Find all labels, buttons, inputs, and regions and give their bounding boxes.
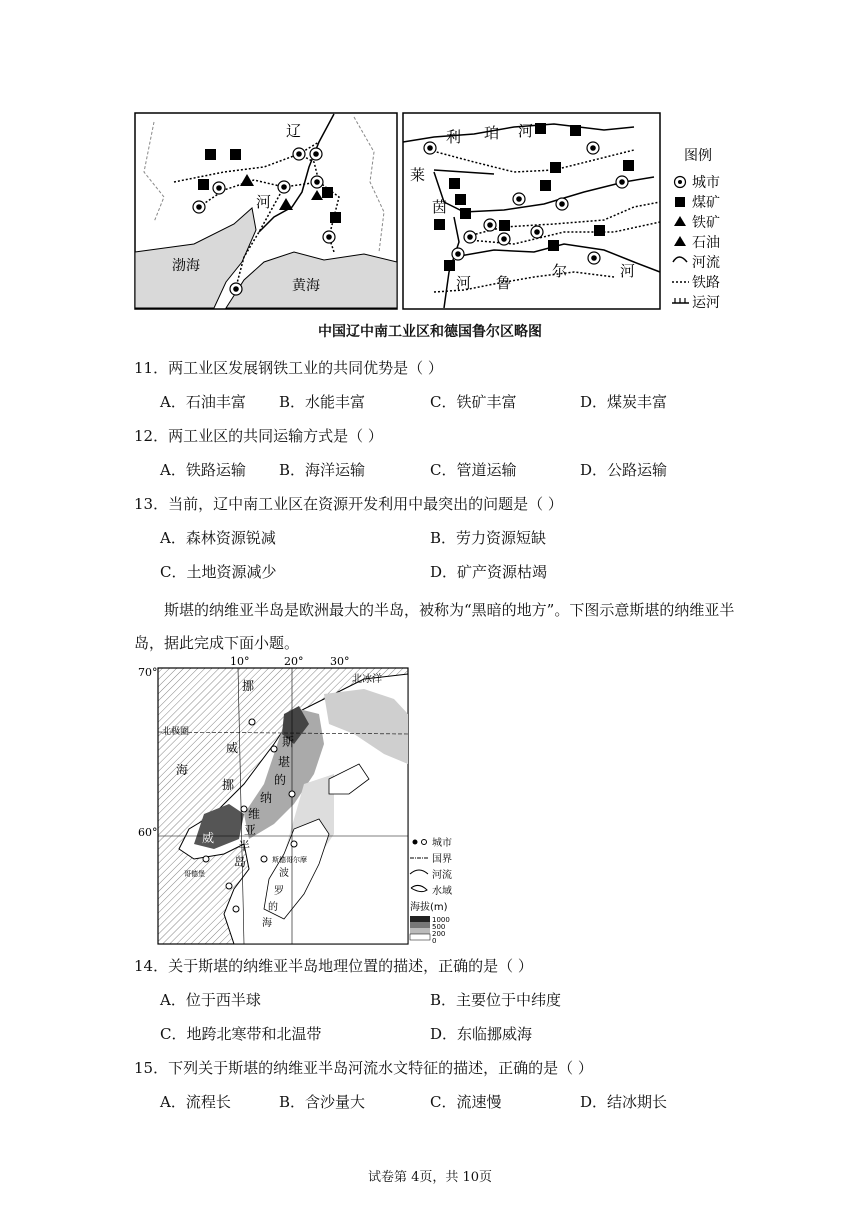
- svg-text:10°: 10°: [230, 655, 250, 668]
- svg-text:500: 500: [432, 923, 446, 931]
- page-footer: 试卷第 4页，共 10页: [367, 1170, 493, 1185]
- q15-option-a: A．流程长: [160, 1093, 231, 1111]
- svg-text:挪: 挪: [222, 778, 235, 792]
- svg-text:维: 维: [248, 807, 261, 821]
- svg-text:挪: 挪: [242, 679, 255, 693]
- q15-option-c: C．流速慢: [430, 1093, 502, 1111]
- svg-text:威: 威: [226, 741, 239, 755]
- q14-option-c: C．地跨北寒带和北温带: [160, 1025, 322, 1043]
- q12-option-a: A．铁路运输: [160, 461, 246, 479]
- svg-text:60°: 60°: [138, 826, 158, 839]
- svg-text:30°: 30°: [330, 655, 350, 668]
- svg-text:城市: 城市: [692, 175, 720, 191]
- q12-option-d: D．公路运输: [580, 461, 668, 479]
- svg-text:水域: 水域: [432, 886, 452, 897]
- q14-option-b: B．主要位于中纬度: [430, 991, 562, 1009]
- svg-text:70°: 70°: [138, 666, 158, 679]
- svg-text:莱: 莱: [410, 166, 426, 184]
- svg-text:北极圈: 北极圈: [162, 727, 190, 737]
- figure1-caption: 中国辽中南工业区和德国鲁尔区略图: [318, 324, 542, 340]
- svg-text:哥德堡: 哥德堡: [184, 870, 205, 878]
- svg-text:煤矿: 煤矿: [692, 195, 720, 211]
- svg-text:国界: 国界: [432, 854, 452, 865]
- svg-text:1000: 1000: [432, 916, 450, 924]
- svg-text:尔: 尔: [552, 262, 568, 280]
- figure-industrial-maps: [134, 112, 734, 312]
- svg-text:河: 河: [456, 274, 472, 292]
- svg-text:珀: 珀: [484, 124, 500, 142]
- svg-text:海: 海: [176, 763, 189, 777]
- question-14: 14．关于斯堪的纳维亚半岛地理位置的描述，正确的是（ ）: [134, 957, 533, 975]
- svg-text:城市: 城市: [432, 838, 452, 849]
- svg-text:茵: 茵: [432, 198, 448, 216]
- svg-text:海拔(m): 海拔(m): [410, 902, 448, 913]
- svg-text:威: 威: [202, 831, 215, 845]
- svg-text:波: 波: [279, 868, 289, 879]
- q11-option-d: D．煤炭丰富: [580, 393, 668, 411]
- svg-text:斯: 斯: [282, 735, 295, 749]
- svg-text:鲁: 鲁: [496, 274, 512, 292]
- q15-option-b: B．含沙量大: [279, 1093, 366, 1111]
- svg-text:渤海: 渤海: [172, 258, 200, 274]
- svg-text:斯德哥尔摩: 斯德哥尔摩: [272, 856, 307, 864]
- svg-text:河: 河: [256, 193, 272, 211]
- q14-option-d: D．东临挪威海: [430, 1025, 533, 1043]
- svg-text:铁矿: 铁矿: [692, 215, 720, 231]
- q11-option-c: C．铁矿丰富: [430, 393, 517, 411]
- svg-text:石油: 石油: [692, 235, 720, 251]
- q13-option-a: A．森林资源锐减: [160, 529, 276, 547]
- intro-paragraph: 斯堪的纳维亚半岛是欧洲最大的半岛，被称为“黑暗的地方”。下图示意斯堪的纳维亚半岛，据此完成下面小题。: [134, 601, 735, 652]
- svg-text:河流: 河流: [692, 255, 720, 271]
- industrial-maps-svg: [134, 112, 734, 312]
- question-11: 11．两工业区发展钢铁工业的共同优势是（ ）: [134, 359, 443, 377]
- q13-option-d: D．矿产资源枯竭: [430, 563, 548, 581]
- svg-text:运河: 运河: [692, 295, 720, 311]
- svg-text:200: 200: [432, 930, 446, 938]
- svg-text:北冰洋: 北冰洋: [352, 674, 382, 685]
- question-13: 13．当前，辽中南工业区在资源开发利用中最突出的问题是（ ）: [134, 495, 563, 513]
- svg-text:纳: 纳: [260, 791, 273, 805]
- question-12: 12．两工业区的共同运输方式是（ ）: [134, 427, 383, 445]
- svg-text:河流: 河流: [432, 870, 452, 881]
- figure-scandinavia-map: [134, 654, 464, 946]
- question-15: 15．下列关于斯堪的纳维亚半岛河流水文特征的描述，正确的是（ ）: [134, 1059, 593, 1077]
- svg-text:黄海: 黄海: [292, 278, 320, 294]
- svg-text:河: 河: [518, 122, 534, 140]
- svg-text:半: 半: [238, 839, 251, 853]
- scandinavia-map-svg: [134, 654, 464, 946]
- svg-text:堪: 堪: [278, 755, 291, 769]
- q13-option-b: B．劳力资源短缺: [430, 529, 547, 547]
- q12-option-b: B．海洋运输: [279, 461, 366, 479]
- svg-text:亚: 亚: [244, 823, 257, 837]
- q13-option-c: C．土地资源减少: [160, 563, 277, 581]
- svg-text:图例: 图例: [684, 148, 712, 164]
- q12-option-c: C．管道运输: [430, 461, 517, 479]
- q11-option-b: B．水能丰富: [279, 393, 366, 411]
- q11-option-a: A．石油丰富: [160, 393, 246, 411]
- scandinavia-legend: [410, 836, 452, 945]
- svg-text:利: 利: [446, 128, 462, 146]
- q14-option-a: A．位于西半球: [160, 991, 261, 1009]
- svg-text:河: 河: [620, 262, 636, 280]
- svg-text:铁路: 铁路: [692, 275, 720, 291]
- svg-text:的: 的: [268, 902, 278, 913]
- industrial-map-legend: [672, 148, 720, 311]
- svg-text:罗: 罗: [274, 886, 284, 897]
- q15-option-d: D．结冰期长: [580, 1093, 668, 1111]
- svg-text:辽: 辽: [286, 122, 302, 140]
- svg-text:海: 海: [262, 918, 272, 929]
- svg-text:0: 0: [432, 937, 437, 945]
- svg-text:的: 的: [274, 773, 287, 787]
- svg-text:岛: 岛: [234, 855, 247, 869]
- svg-text:20°: 20°: [284, 655, 304, 668]
